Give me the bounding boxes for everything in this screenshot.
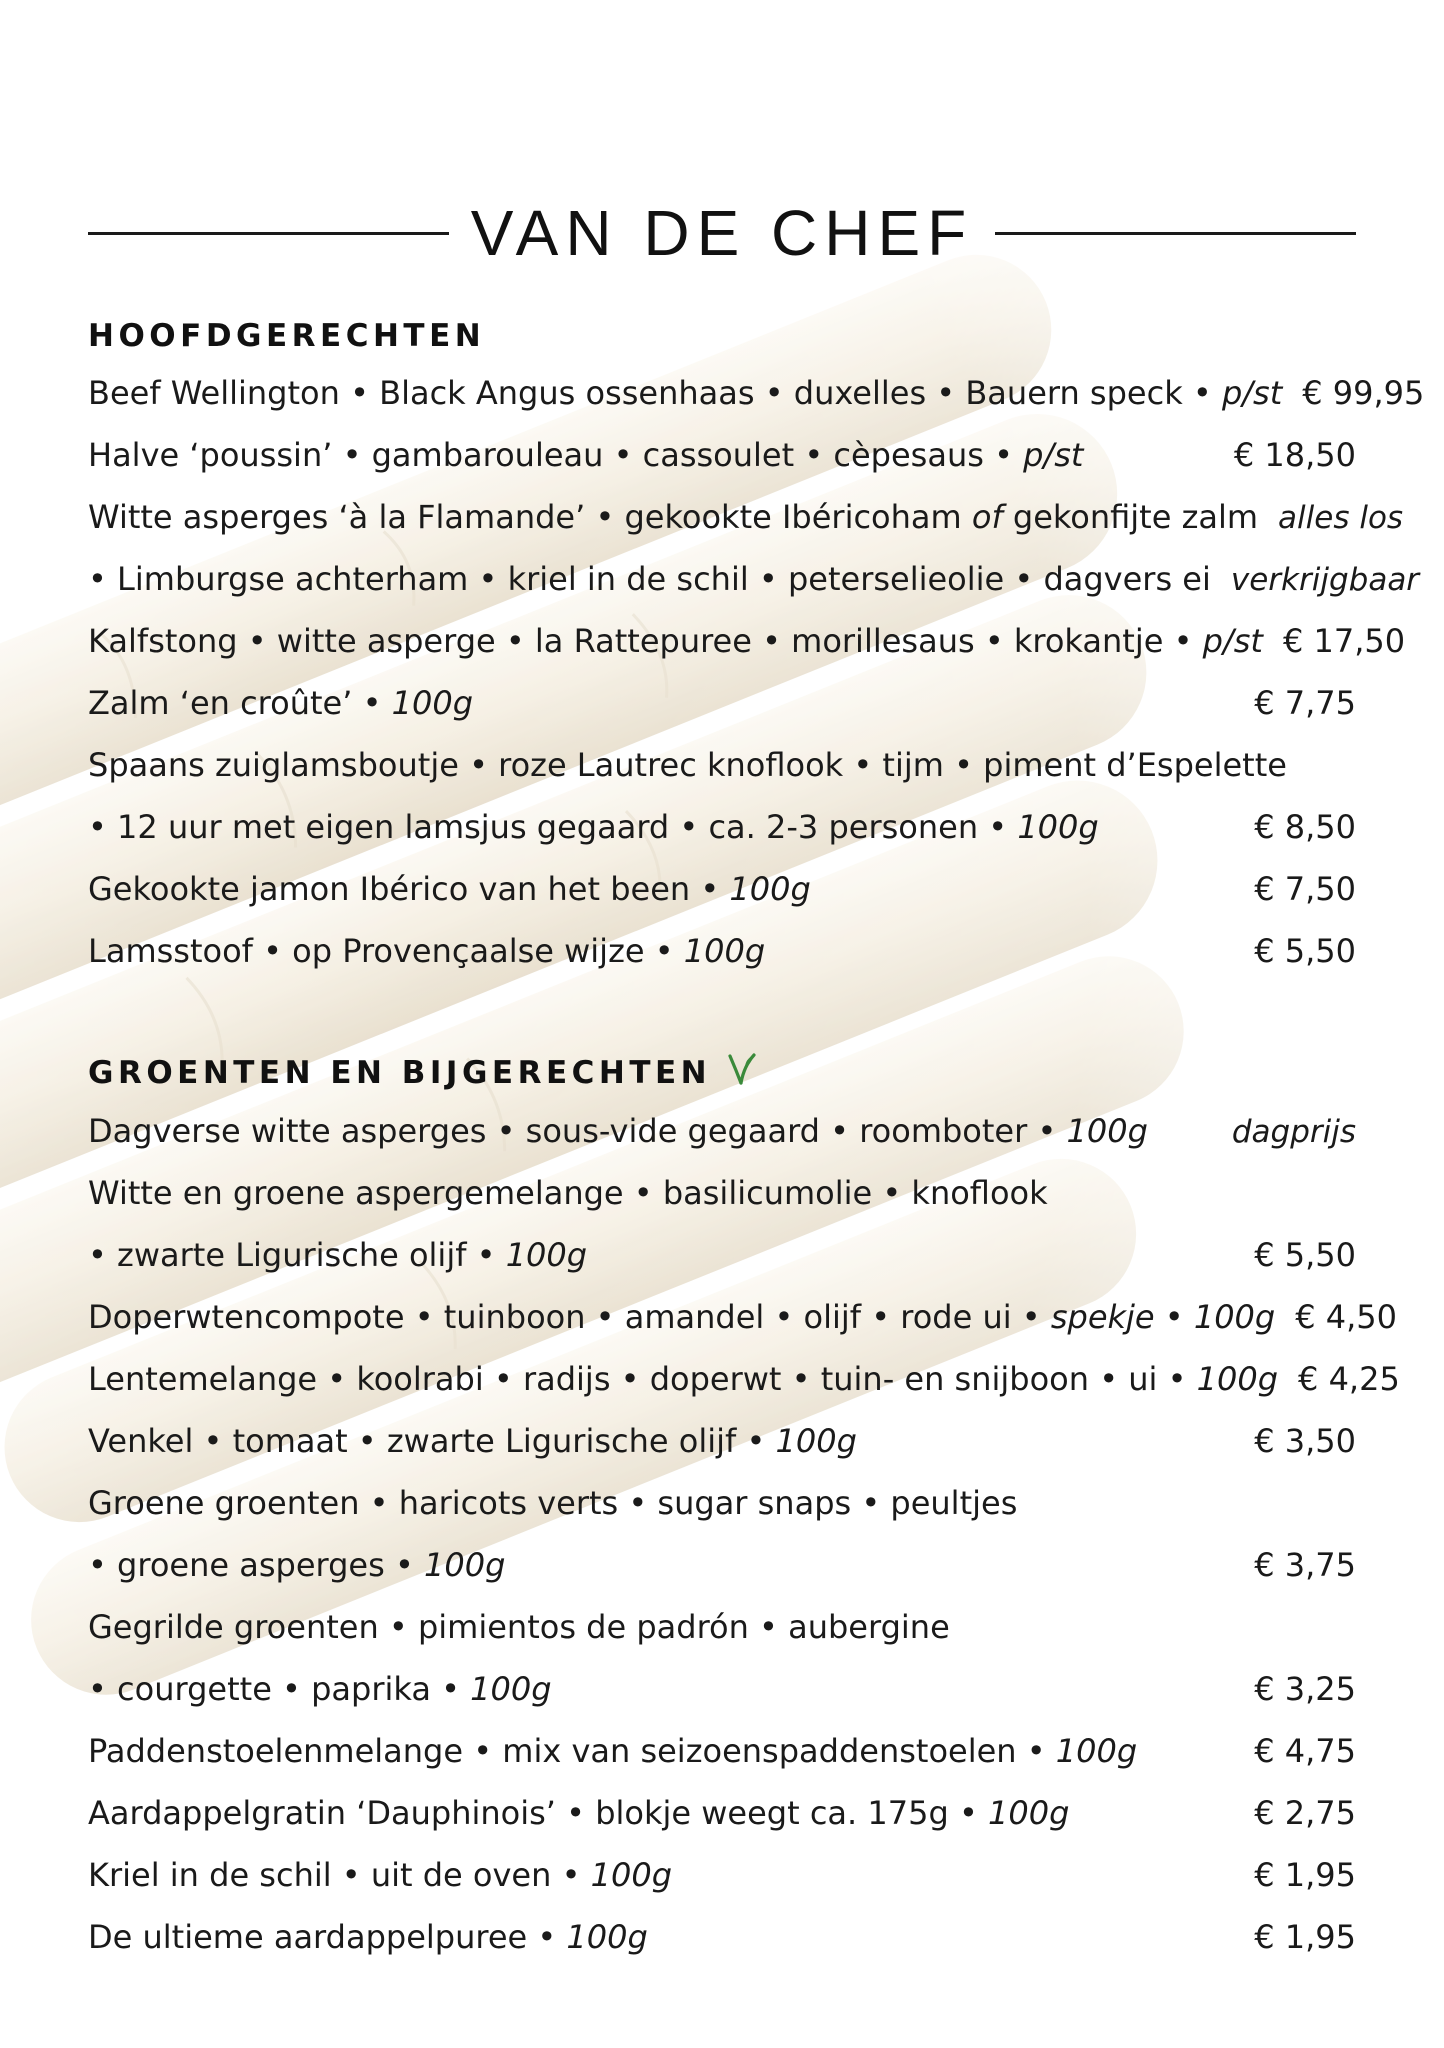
menu-item-description xyxy=(88,486,1258,548)
menu-item-unit: 100g xyxy=(729,870,811,908)
menu-item-description xyxy=(88,610,1263,672)
menu-item-price: € 4,50 xyxy=(1295,1298,1397,1336)
menu-item-description xyxy=(88,796,1099,858)
menu-item-text: • courgette • paprika • xyxy=(88,1670,471,1708)
menu-item-text: Kalfstong • witte asperge • la Rattepuree • morillesaus • krokantje • xyxy=(88,622,1203,660)
menu-item-price: € 7,50 xyxy=(1254,870,1356,908)
menu-item-text: • zwarte Ligurische olijf • xyxy=(88,1236,506,1274)
menu-item-description xyxy=(88,1348,1278,1410)
menu-item-price: € 4,75 xyxy=(1254,1732,1356,1770)
menu-item-description xyxy=(88,1410,857,1472)
menu-item-description xyxy=(88,1224,587,1286)
menu-item-unit: 100g xyxy=(423,1546,506,1584)
menu-item-text: Doperwtencompote • tuinboon • amandel • olijf • rode ui • xyxy=(88,1298,1051,1336)
menu-item-unit: of xyxy=(971,498,1003,536)
menu-item xyxy=(88,1410,1356,1472)
menu-page xyxy=(88,190,1425,1968)
menu-item-description xyxy=(88,920,765,982)
menu-item-price: € 1,95 xyxy=(1254,1918,1356,1956)
menu-item-text: De ultieme aardappelpuree • xyxy=(88,1918,567,1956)
menu-item-unit: 100g xyxy=(1066,1112,1148,1150)
vegetarian-leaf-icon xyxy=(727,1052,757,1094)
menu-item-text: Halve ‘poussin’ • gambarouleau • cassoulet • cèpesaus • xyxy=(88,436,1024,474)
page-title-row xyxy=(88,190,1356,276)
menu-item-description xyxy=(88,858,811,920)
menu-item-unit: p/st xyxy=(1202,622,1263,660)
menu-item-price: € 4,25 xyxy=(1298,1360,1400,1398)
menu-item xyxy=(88,1782,1356,1844)
menu-item-description xyxy=(88,1596,950,1658)
menu-item-unit: p/st xyxy=(1221,374,1283,412)
menu-item-unit: 100g xyxy=(470,1670,552,1708)
menu-item-text: Zalm ‘en croûte’ • xyxy=(88,684,392,722)
menu-item-price: € 17,50 xyxy=(1282,622,1406,660)
menu-item-description xyxy=(88,362,1282,424)
menu-item-description xyxy=(88,1472,1017,1534)
menu-item-price: € 3,75 xyxy=(1254,1546,1356,1584)
menu-item-price: € 5,50 xyxy=(1254,1236,1356,1274)
menu-item-description xyxy=(88,1844,672,1906)
menu-item-text: • Limburgse achterham • kriel in de schil • peterselieolie • dagvers ei xyxy=(88,560,1211,598)
menu-item-text-tail: gekonfijte zalm xyxy=(1002,498,1259,536)
menu-item-description xyxy=(88,672,473,734)
menu-item-unit: 100g xyxy=(987,1794,1070,1832)
menu-item xyxy=(88,610,1406,672)
menu-item-text: • groene asperges • xyxy=(88,1546,424,1584)
menu-item xyxy=(88,1844,1356,1906)
menu-item xyxy=(88,424,1356,486)
menu-item xyxy=(88,1596,1356,1658)
menu-item-description xyxy=(88,1162,1048,1224)
section-heading-text: GROENTEN EN BIJGERECHTEN xyxy=(88,1055,712,1091)
menu-item-text-tail: • xyxy=(1154,1298,1194,1336)
menu-item-unit: spekje xyxy=(1050,1298,1155,1336)
menu-item xyxy=(88,362,1425,424)
title-rule-left xyxy=(88,232,449,235)
menu-item xyxy=(88,1906,1356,1968)
menu-item-price: € 8,50 xyxy=(1254,808,1356,846)
menu-item-price: € 1,95 xyxy=(1254,1856,1356,1894)
menu-item xyxy=(88,1162,1356,1224)
menu-item-unit: 100g xyxy=(775,1422,857,1460)
menu-item-description xyxy=(88,1100,1148,1162)
menu-item-text: Gegrilde groenten • pimientos de padrón • aubergine xyxy=(88,1608,950,1646)
menu-item-price: alles los xyxy=(1278,500,1404,536)
section-heading-groenten xyxy=(88,1052,1356,1094)
menu-item xyxy=(88,1720,1356,1782)
menu-item-unit: 100g xyxy=(1196,1360,1279,1398)
menu-item-text: Gekookte jamon Ibérico van het been • xyxy=(88,870,730,908)
menu-item xyxy=(88,1100,1356,1162)
menu-item-text: Dagverse witte asperges • sous-vide gegaard • roomboter • xyxy=(88,1112,1067,1150)
menu-item-description xyxy=(88,1906,648,1968)
menu-item-text: Aardappelgratin ‘Dauphinois’ • blokje weegt ca. 175g • xyxy=(88,1794,988,1832)
menu-item-unit: 100g xyxy=(566,1918,648,1956)
menu-item-price: € 18,50 xyxy=(1233,436,1356,474)
menu-item-description xyxy=(88,1782,1069,1844)
menu-item xyxy=(88,1658,1356,1720)
menu-item xyxy=(88,734,1356,796)
menu-item xyxy=(88,1534,1356,1596)
menu-item xyxy=(88,920,1356,982)
menu-item xyxy=(88,1224,1356,1286)
menu-item-text: Beef Wellington • Black Angus ossenhaas • duxelles • Bauern speck • xyxy=(88,374,1222,412)
menu-item-unit: 100g xyxy=(1017,808,1099,846)
menu-item-text: Venkel • tomaat • zwarte Ligurische olijf • xyxy=(88,1422,776,1460)
menu-item-price: verkrijgbaar xyxy=(1230,562,1420,598)
menu-item-text: Groene groenten • haricots verts • sugar snaps • peultjes xyxy=(88,1484,1018,1522)
menu-item-description xyxy=(88,1720,1137,1782)
section-heading-hoofdgerechten xyxy=(88,318,1356,354)
menu-item xyxy=(88,548,1420,610)
page-title: VAN DE CHEF xyxy=(470,197,974,269)
menu-item-price: € 7,75 xyxy=(1254,684,1356,722)
menu-item xyxy=(88,672,1356,734)
section-items-hoofdgerechten xyxy=(88,362,1425,982)
menu-item-text: Lentemelange • koolrabi • radijs • doperwt • tuin- en snijboon • ui • xyxy=(88,1360,1197,1398)
menu-item-price: € 3,50 xyxy=(1254,1422,1356,1460)
menu-item-text: Lamsstoof • op Provençaalse wijze • xyxy=(88,932,684,970)
menu-item-text: Witte en groene aspergemelange • basilicumolie • knoflook xyxy=(88,1174,1048,1212)
menu-item-description xyxy=(88,424,1083,486)
menu-item xyxy=(88,858,1356,920)
section-heading-text: HOOFDGERECHTEN xyxy=(88,318,486,354)
section-items-groenten xyxy=(88,1100,1400,1968)
menu-item xyxy=(88,1348,1400,1410)
menu-item-price: € 3,25 xyxy=(1254,1670,1356,1708)
menu-item-unit: 100g xyxy=(683,932,766,970)
menu-item-description xyxy=(88,734,1287,796)
menu-item xyxy=(88,486,1404,548)
menu-item-price: dagprijs xyxy=(1231,1114,1356,1150)
menu-item xyxy=(88,796,1356,858)
menu-item-unit: 100g xyxy=(391,684,473,722)
menu-item-price: € 5,50 xyxy=(1254,932,1356,970)
menu-item-text: Paddenstoelenmelange • mix van seizoenspaddenstoelen • xyxy=(88,1732,1056,1770)
title-rule-right xyxy=(995,232,1356,235)
menu-item xyxy=(88,1472,1356,1534)
menu-item-unit: 100g xyxy=(590,1856,672,1894)
menu-item-description xyxy=(88,1286,1275,1348)
menu-item-text: Kriel in de schil • uit de oven • xyxy=(88,1856,591,1894)
menu-item-price: € 99,95 xyxy=(1302,374,1425,412)
menu-item-text: Spaans zuiglamsboutje • roze Lautrec knoflook • tijm • piment d’Espelette xyxy=(88,746,1287,784)
menu-item-description xyxy=(88,1658,552,1720)
menu-item xyxy=(88,1286,1397,1348)
menu-item-description xyxy=(88,1534,505,1596)
menu-item-unit: p/st xyxy=(1023,436,1084,474)
menu-item-price: € 2,75 xyxy=(1254,1794,1356,1832)
menu-item-unit: 100g xyxy=(1055,1732,1138,1770)
menu-item-unit: 100g xyxy=(1193,1298,1276,1336)
menu-item-description xyxy=(88,548,1211,610)
menu-item-text: Witte asperges ‘à la Flamande’ • gekookte Ibéricoham xyxy=(88,498,972,536)
menu-item-unit: 100g xyxy=(505,1236,588,1274)
menu-item-text: • 12 uur met eigen lamsjus gegaard • ca. 2-3 personen • xyxy=(88,808,1018,846)
